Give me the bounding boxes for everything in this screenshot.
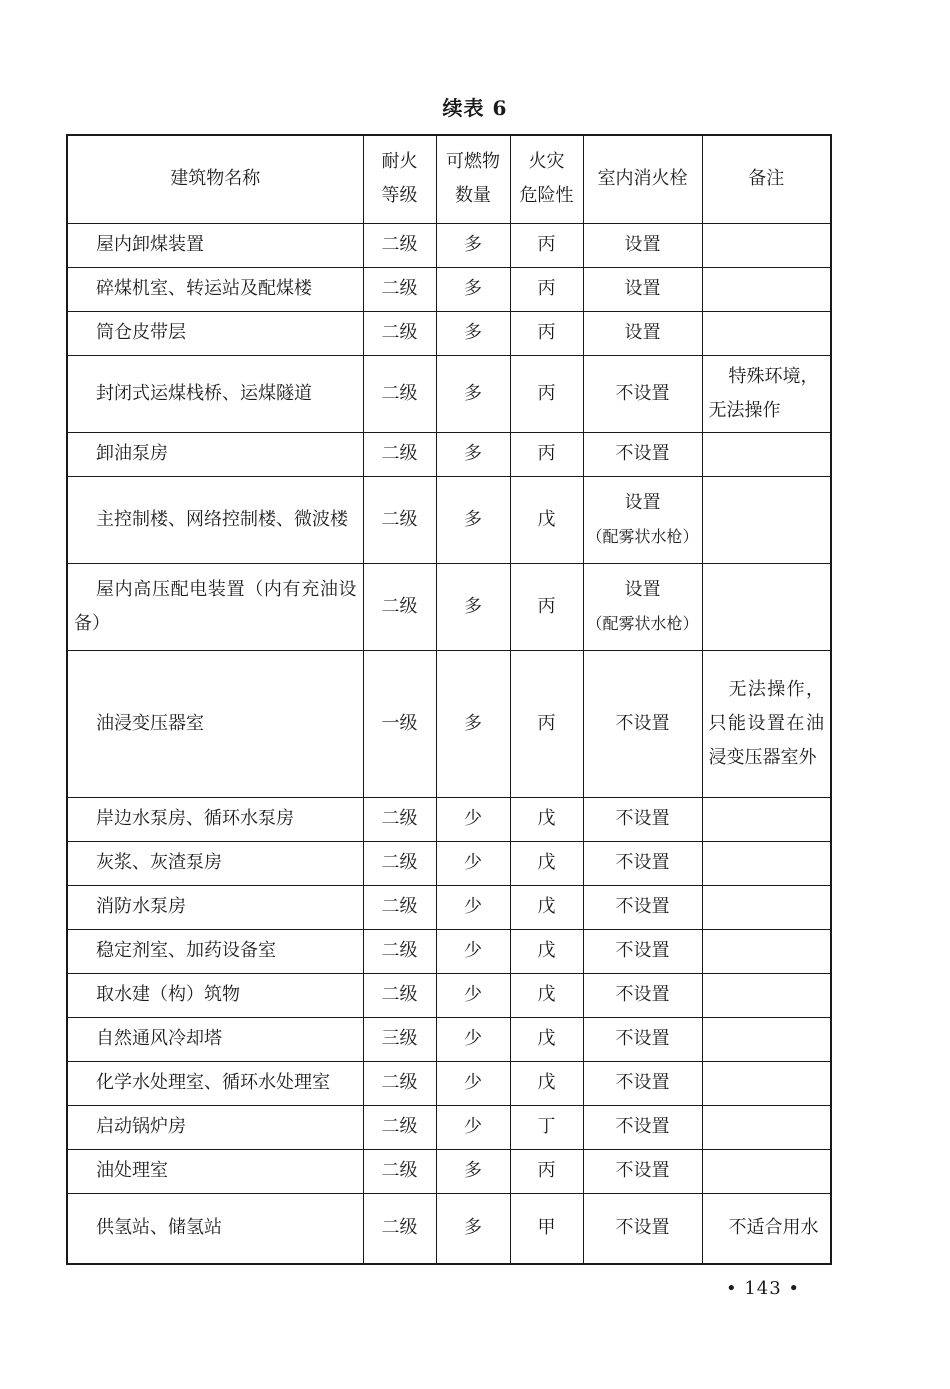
hazard-cell: 丙 [510, 1149, 583, 1193]
table-row [67, 973, 831, 1017]
fire-rating-cell: 二级 [363, 432, 436, 476]
note-cell [702, 929, 831, 973]
building-name-cell: 油浸变压器室 [67, 650, 363, 797]
table-row [67, 650, 831, 797]
hydrant-cell [583, 1017, 702, 1061]
building-name-cell: 封闭式运煤栈桥、运煤隧道 [67, 355, 363, 432]
combustible-cell: 多 [436, 432, 510, 476]
combustible-cell: 多 [436, 650, 510, 797]
fire-rating-cell: 二级 [363, 797, 436, 841]
hydrant-text: 设置 [624, 322, 661, 343]
hazard-cell: 丙 [510, 650, 583, 797]
hydrant-text: 不设置 [615, 382, 670, 404]
table-row [67, 267, 831, 311]
building-name-cell: 化学水处理室、循环水处理室 [67, 1061, 363, 1105]
table-row [67, 1149, 831, 1193]
table-row [67, 311, 831, 355]
fire-rating-cell: 二级 [363, 476, 436, 563]
hydrant-cell [583, 311, 702, 355]
page-number: • 143 • [726, 1278, 801, 1299]
hydrant-cell [583, 1061, 702, 1105]
hazard-cell: 丙 [510, 355, 583, 432]
building-name-cell: 筒仓皮带层 [67, 311, 363, 355]
building-name-cell: 屋内高压配电装置（内有充油设备） [67, 563, 363, 650]
fire-rating-cell: 二级 [363, 1193, 436, 1264]
fire-hydrant-table [66, 134, 832, 1265]
building-name-cell: 屋内卸煤装置 [67, 223, 363, 267]
hydrant-cell [583, 267, 702, 311]
hydrant-cell [583, 1149, 702, 1193]
hydrant-cell [583, 563, 702, 650]
header-note: 备注 [702, 135, 831, 223]
page-title: 续表 6 [442, 96, 508, 120]
building-name-cell: 卸油泵房 [67, 432, 363, 476]
fire-rating-cell: 二级 [363, 841, 436, 885]
note-cell [702, 311, 831, 355]
hazard-cell: 戊 [510, 973, 583, 1017]
header-row [67, 135, 831, 223]
hydrant-cell [583, 797, 702, 841]
building-name-cell: 灰浆、灰渣泵房 [67, 841, 363, 885]
note-cell [702, 973, 831, 1017]
fire-rating-cell: 二级 [363, 1149, 436, 1193]
hydrant-text: 不设置 [615, 1160, 670, 1181]
fire-rating-cell: 二级 [363, 311, 436, 355]
header-fire-rating-line: 等级 [381, 185, 418, 207]
hazard-cell: 丙 [510, 311, 583, 355]
combustible-cell: 多 [436, 1193, 510, 1264]
note-cell [702, 1017, 831, 1061]
building-name-cell: 岸边水泵房、循环水泵房 [67, 797, 363, 841]
hazard-cell: 丙 [510, 563, 583, 650]
hydrant-cell [583, 841, 702, 885]
hydrant-text: 不设置 [615, 808, 670, 829]
fire-rating-cell: 二级 [363, 563, 436, 650]
note-cell [702, 267, 831, 311]
header-fire-hazard [510, 135, 583, 223]
note-cell [702, 1105, 831, 1149]
building-name-cell: 主控制楼、网络控制楼、微波楼 [67, 476, 363, 563]
hazard-cell: 戊 [510, 841, 583, 885]
note-cell [702, 797, 831, 841]
combustible-cell: 多 [436, 476, 510, 563]
header-hazard-line: 火灾 [528, 151, 565, 173]
combustible-cell: 少 [436, 929, 510, 973]
hydrant-text: 不设置 [615, 896, 670, 917]
note-cell [702, 1061, 831, 1105]
hydrant-subtext: （配雾状水枪） [586, 613, 699, 633]
fire-rating-cell: 二级 [363, 267, 436, 311]
table-row [67, 885, 831, 929]
combustible-cell: 多 [436, 311, 510, 355]
table-row [67, 841, 831, 885]
building-name-cell: 碎煤机室、转运站及配煤楼 [67, 267, 363, 311]
hydrant-text: 不设置 [615, 940, 670, 961]
hydrant-cell [583, 223, 702, 267]
table-row [67, 797, 831, 841]
note-cell [702, 885, 831, 929]
hazard-cell: 戊 [510, 929, 583, 973]
combustible-cell: 多 [436, 223, 510, 267]
table-row [67, 476, 831, 563]
hydrant-text: 不设置 [615, 1217, 670, 1239]
note-cell [702, 432, 831, 476]
hydrant-subtext: （配雾状水枪） [586, 526, 699, 546]
table-row [67, 223, 831, 267]
fire-rating-cell: 二级 [363, 223, 436, 267]
note-cell [702, 563, 831, 650]
table-row [67, 355, 831, 432]
hydrant-cell [583, 1193, 702, 1264]
fire-rating-cell: 二级 [363, 929, 436, 973]
building-name-cell: 稳定剂室、加药设备室 [67, 929, 363, 973]
hydrant-text: 设置 [624, 278, 661, 299]
combustible-cell: 少 [436, 973, 510, 1017]
hazard-cell: 丁 [510, 1105, 583, 1149]
header-combustible-amount [436, 135, 510, 223]
building-name-cell: 取水建（构）筑物 [67, 973, 363, 1017]
combustible-cell: 少 [436, 841, 510, 885]
note-cell [702, 1149, 831, 1193]
hydrant-cell [583, 929, 702, 973]
combustible-cell: 少 [436, 1017, 510, 1061]
fire-rating-cell: 二级 [363, 973, 436, 1017]
hazard-cell: 戊 [510, 797, 583, 841]
note-cell [702, 841, 831, 885]
header-fire-rating-line: 耐火 [381, 151, 418, 173]
combustible-cell: 多 [436, 267, 510, 311]
combustible-cell: 少 [436, 1061, 510, 1105]
fire-rating-cell: 三级 [363, 1017, 436, 1061]
note-cell: 特殊环境，无法操作 [702, 355, 831, 432]
combustible-cell: 多 [436, 563, 510, 650]
table-row [67, 1017, 831, 1061]
hydrant-cell [583, 476, 702, 563]
hydrant-cell [583, 1105, 702, 1149]
hydrant-text: 设置 [624, 234, 661, 255]
building-name-cell: 消防水泵房 [67, 885, 363, 929]
note-cell: 不适合用水 [702, 1193, 831, 1264]
combustible-cell: 少 [436, 885, 510, 929]
header-indoor-hydrant: 室内消火栓 [583, 135, 702, 223]
hazard-cell: 戊 [510, 885, 583, 929]
header-hazard-line: 危险性 [519, 185, 574, 207]
fire-rating-cell: 一级 [363, 650, 436, 797]
hydrant-text: 不设置 [615, 712, 670, 734]
building-name-cell: 自然通风冷却塔 [67, 1017, 363, 1061]
fire-rating-cell: 二级 [363, 885, 436, 929]
hydrant-text: 设置 [624, 578, 661, 600]
combustible-cell: 多 [436, 1149, 510, 1193]
hydrant-text: 不设置 [615, 852, 670, 873]
header-combustible-line: 可燃物 [446, 151, 500, 173]
table-row [67, 1193, 831, 1264]
hydrant-cell [583, 885, 702, 929]
combustible-cell: 少 [436, 797, 510, 841]
hydrant-text: 不设置 [615, 1028, 670, 1049]
building-name-cell: 供氢站、储氢站 [67, 1193, 363, 1264]
table-row [67, 929, 831, 973]
combustible-cell: 多 [436, 355, 510, 432]
fire-rating-cell: 二级 [363, 1105, 436, 1149]
hazard-cell: 丙 [510, 223, 583, 267]
hydrant-text: 设置 [624, 491, 661, 513]
header-combustible-line: 数量 [455, 185, 491, 207]
table-row [67, 1105, 831, 1149]
hydrant-cell [583, 650, 702, 797]
hazard-cell: 戊 [510, 1061, 583, 1105]
building-name-cell: 启动锅炉房 [67, 1105, 363, 1149]
hydrant-cell [583, 355, 702, 432]
hydrant-text: 不设置 [615, 1116, 670, 1137]
hazard-cell: 戊 [510, 1017, 583, 1061]
hydrant-text: 不设置 [615, 1072, 670, 1093]
hazard-cell: 戊 [510, 476, 583, 563]
hazard-cell: 丙 [510, 432, 583, 476]
hazard-cell: 丙 [510, 267, 583, 311]
hazard-cell: 甲 [510, 1193, 583, 1264]
note-cell: 无法操作，只能设置在油浸变压器室外 [702, 650, 831, 797]
hydrant-text: 不设置 [615, 443, 670, 464]
hydrant-cell [583, 432, 702, 476]
hydrant-cell [583, 973, 702, 1017]
note-cell [702, 476, 831, 563]
combustible-cell: 少 [436, 1105, 510, 1149]
hydrant-text: 不设置 [615, 984, 670, 1005]
header-fire-rating [363, 135, 436, 223]
fire-rating-cell: 二级 [363, 355, 436, 432]
header-building-name: 建筑物名称 [67, 135, 363, 223]
fire-rating-cell: 二级 [363, 1061, 436, 1105]
note-cell [702, 223, 831, 267]
table-row [67, 432, 831, 476]
table-row [67, 1061, 831, 1105]
table-row [67, 563, 831, 650]
building-name-cell: 油处理室 [67, 1149, 363, 1193]
